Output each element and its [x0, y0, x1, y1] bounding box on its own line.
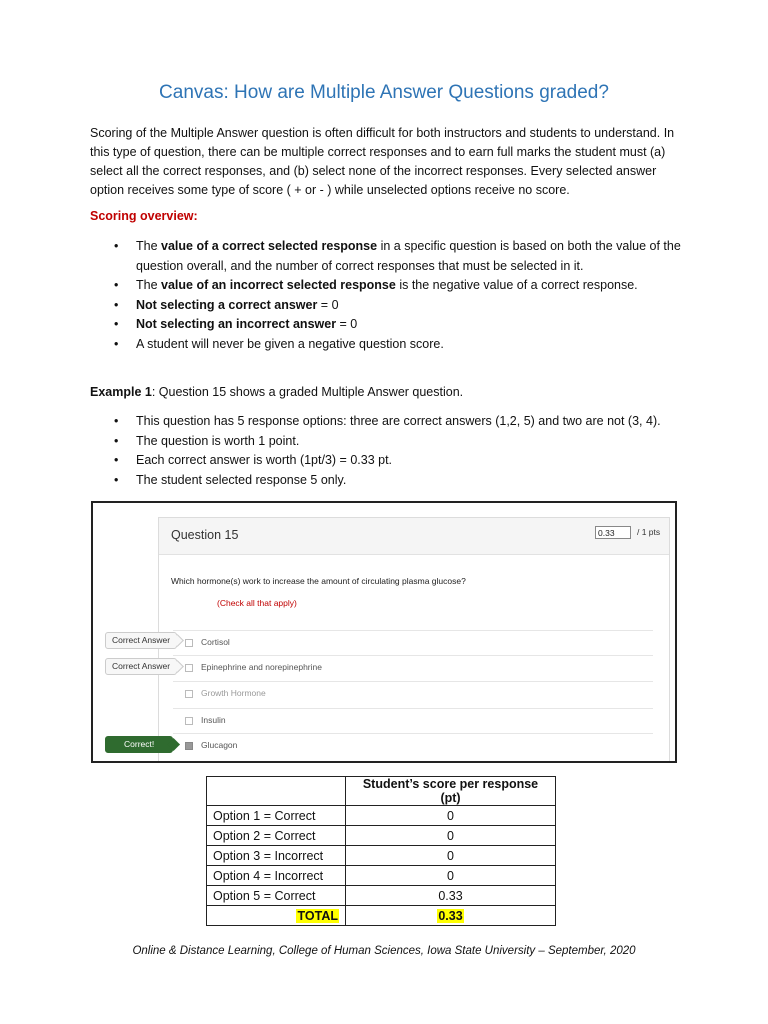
- option-cell: Option 5 = Correct: [207, 886, 346, 906]
- answer-label: Growth Hormone: [201, 688, 266, 698]
- score-cell: 0: [346, 866, 556, 886]
- intro-paragraph: Scoring of the Multiple Answer question is often difficult for both instructors and students to understand. In this type of question, there can be multiple correct responses and to earn full marks the student must (a) select all the correct responses, and (b) select none of the incorrect responses. Every selected answer option receives some type of score ( + or - ) while unselected options receive no score.: [90, 126, 675, 197]
- score-cell: 0: [346, 846, 556, 866]
- total-value-cell: [346, 906, 556, 926]
- answer-row: [173, 733, 653, 758]
- correct-answer-flag: Correct Answer: [105, 632, 177, 649]
- points-label: / 1 pts: [637, 527, 661, 537]
- answer-label: Insulin: [201, 715, 226, 725]
- question-header: [159, 518, 669, 555]
- answer-row: [173, 708, 653, 733]
- score-cell: 0: [346, 806, 556, 826]
- correct-flag: Correct!: [105, 736, 173, 753]
- option-cell: Option 2 = Correct: [207, 826, 346, 846]
- list-item: • A student will never be given a negative question score.: [90, 335, 690, 355]
- canvas-question-screenshot: [91, 501, 677, 763]
- answer-row: [173, 630, 653, 655]
- list-item: • Not selecting a correct answer = 0: [90, 296, 690, 316]
- checkbox-icon[interactable]: [185, 717, 193, 725]
- example-list: [90, 412, 690, 490]
- checkbox-checked-icon[interactable]: [185, 742, 193, 750]
- score-cell: 0: [346, 826, 556, 846]
- answer-label: Glucagon: [201, 740, 238, 750]
- total-label: TOTAL: [297, 908, 338, 923]
- total-value: 0.33: [438, 908, 463, 923]
- list-item: • Each correct answer is worth (1pt/3) = 0.33 pt.: [90, 451, 690, 471]
- table-row: [207, 886, 556, 906]
- score-table: [206, 776, 556, 926]
- option-cell: Option 1 = Correct: [207, 806, 346, 826]
- answer-label: Epinephrine and norepinephrine: [201, 662, 322, 672]
- answer-row: [173, 655, 653, 680]
- answer-label: Cortisol: [201, 637, 230, 647]
- scoring-overview-heading: Scoring overview:: [90, 209, 198, 223]
- list-item: • Not selecting an incorrect answer = 0: [90, 315, 690, 335]
- list-item: • The student selected response 5 only.: [90, 471, 690, 491]
- table-row: [207, 806, 556, 826]
- checkbox-icon[interactable]: [185, 690, 193, 698]
- checkbox-icon[interactable]: [185, 664, 193, 672]
- list-item: • The value of an incorrect selected response is the negative value of a correct response.: [90, 276, 690, 296]
- table-total-row: [207, 906, 556, 926]
- option-cell: Option 4 = Incorrect: [207, 866, 346, 886]
- table-header-empty: [207, 777, 346, 806]
- score-input[interactable]: 0.33: [595, 526, 631, 539]
- list-item: • The question is worth 1 point.: [90, 432, 690, 452]
- checkbox-icon[interactable]: [185, 639, 193, 647]
- question-text: Which hormone(s) work to increase the amount of circulating plasma glucose?: [171, 576, 466, 586]
- score-cell: 0.33: [346, 886, 556, 906]
- question-hint: (Check all that apply): [217, 598, 297, 608]
- option-cell: Option 3 = Incorrect: [207, 846, 346, 866]
- example-heading: Example 1: Question 15 shows a graded Multiple Answer question.: [90, 385, 464, 399]
- scoring-overview-list: [90, 237, 690, 354]
- table-header: Student’s score per response (pt): [346, 777, 556, 806]
- correct-answer-flag: Correct Answer: [105, 658, 177, 675]
- list-item: • The value of a correct selected response in a specific question is based on both the value of the question overall, and the number of correct responses that must be selected in it.: [90, 237, 690, 276]
- table-row: [207, 846, 556, 866]
- table-row: [207, 866, 556, 886]
- page-footer: Online & Distance Learning, College of Human Sciences, Iowa State University – September, 2020: [132, 945, 636, 957]
- question-title: Question 15: [171, 528, 239, 542]
- table-header-row: [207, 777, 556, 806]
- answer-row: [173, 681, 653, 706]
- list-item: • This question has 5 response options: three are correct answers (1,2, 5) and two are not (3, 4).: [90, 412, 690, 432]
- table-row: [207, 826, 556, 846]
- page-title: Canvas: How are Multiple Answer Questions graded?: [159, 82, 609, 103]
- total-label-cell: [207, 906, 346, 926]
- question-card: [158, 517, 670, 763]
